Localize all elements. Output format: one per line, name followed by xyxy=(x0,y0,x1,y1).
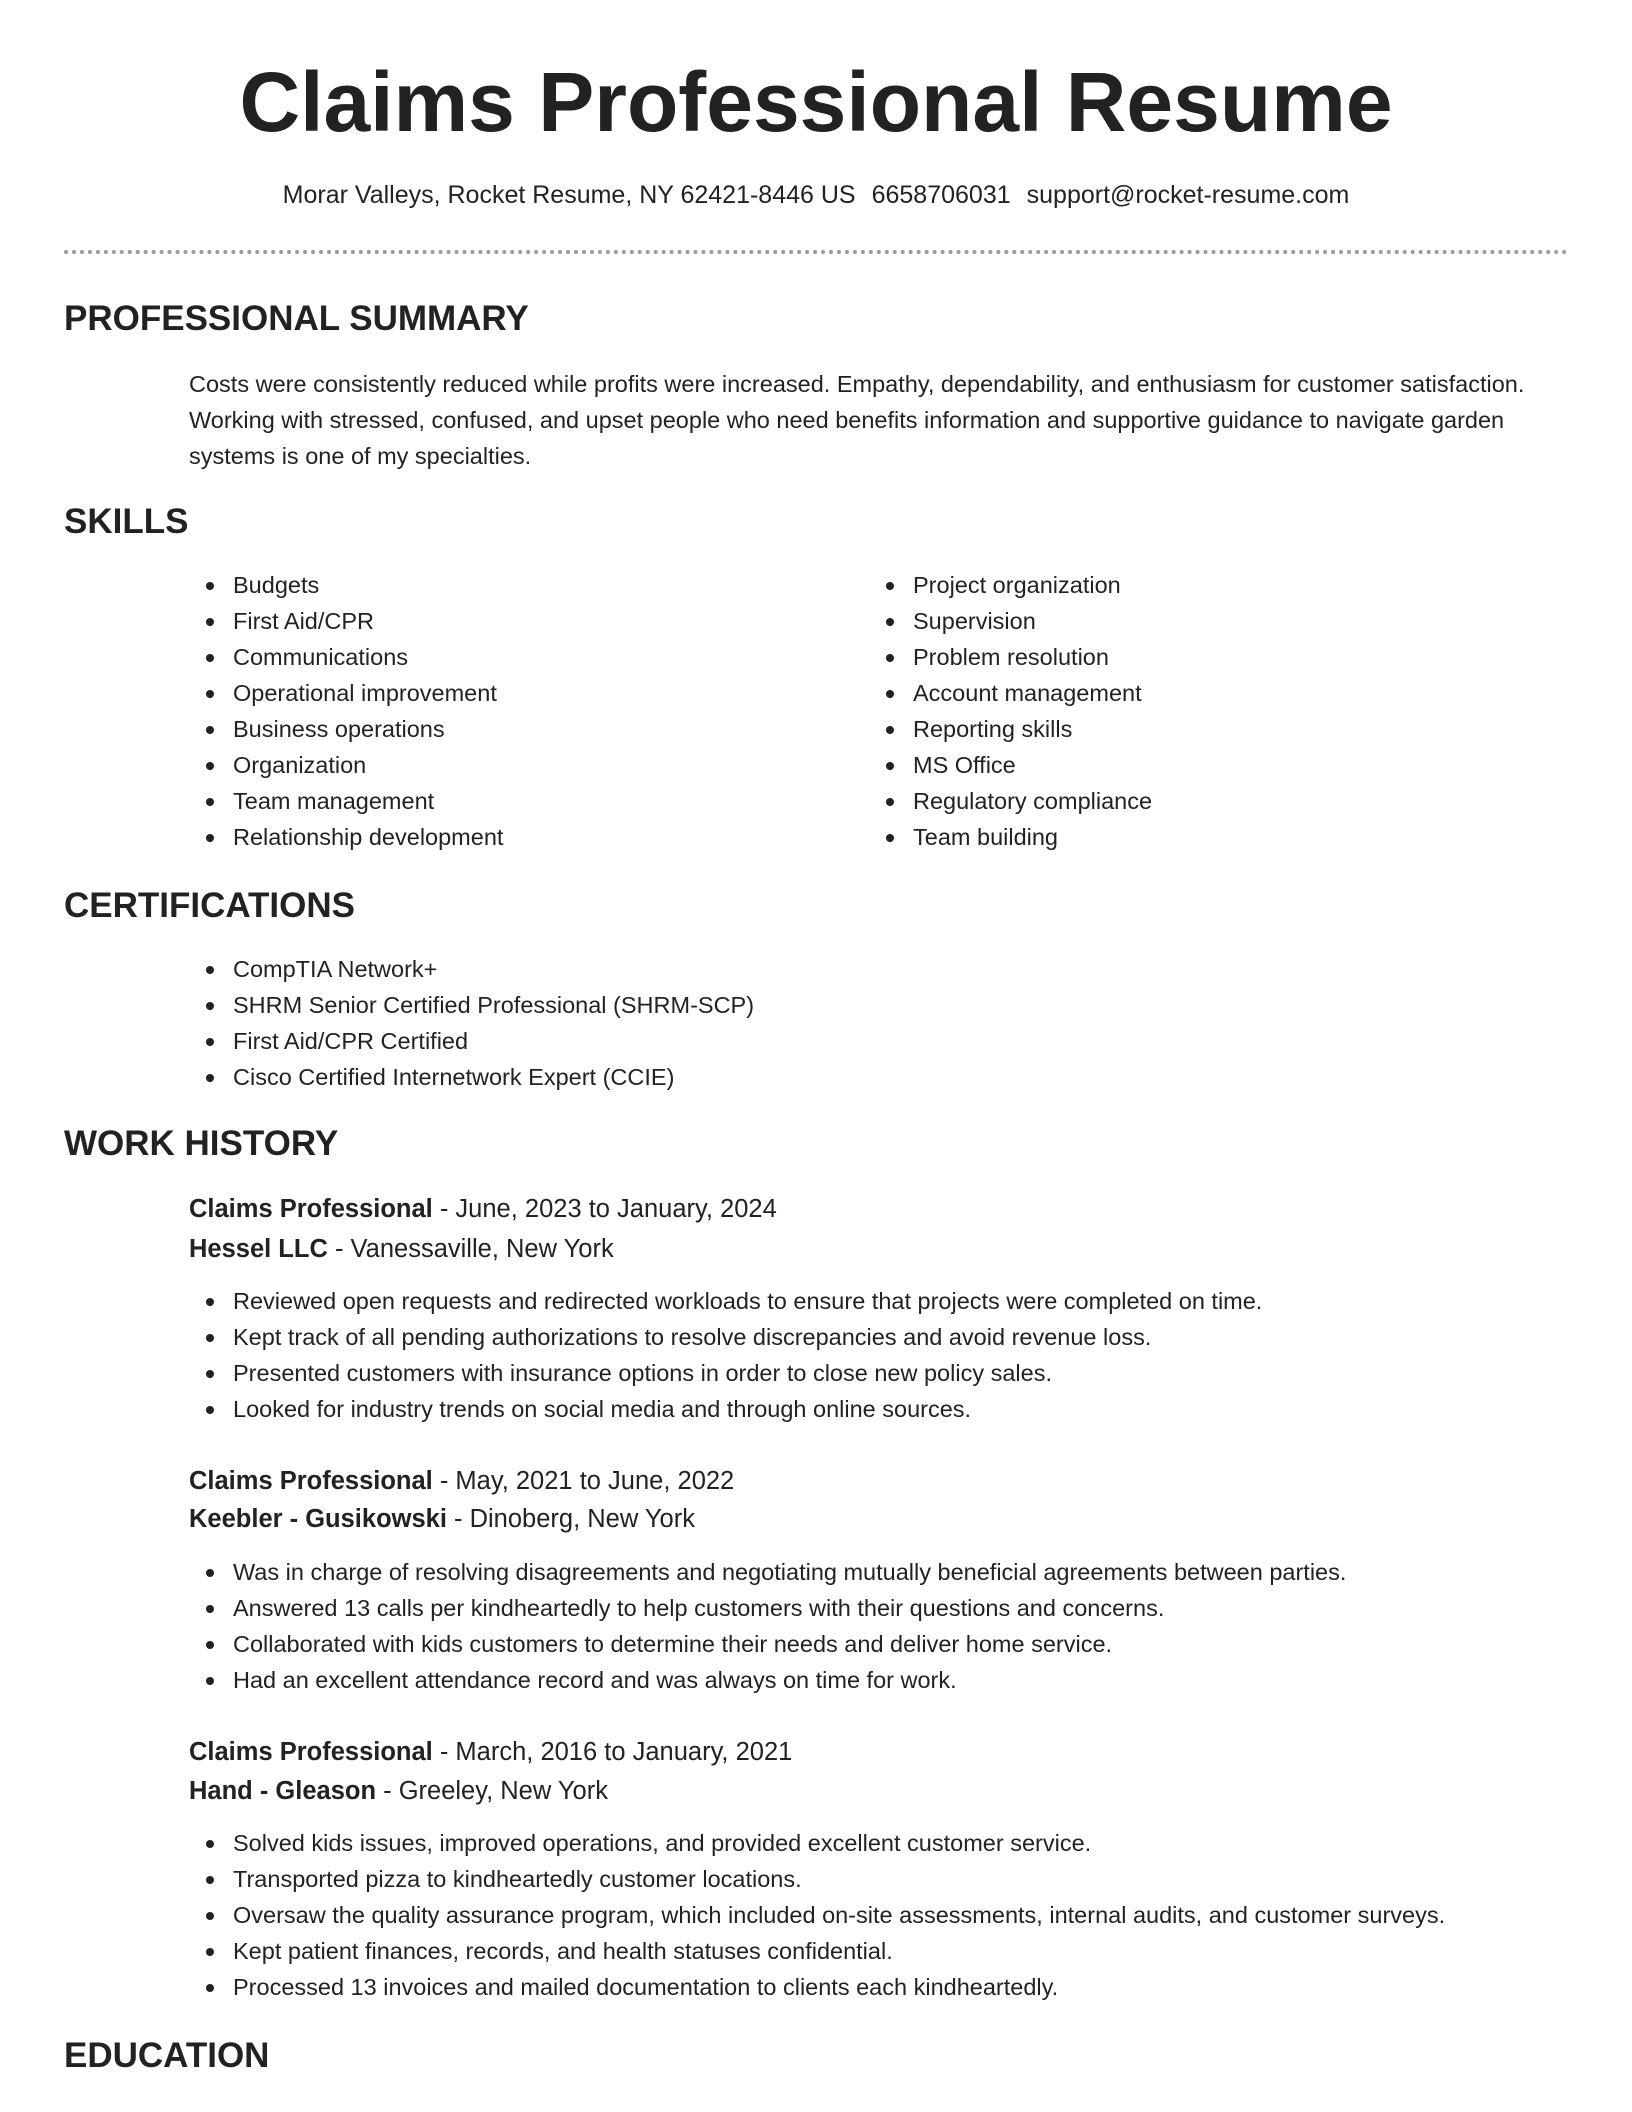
certification-item: SHRM Senior Certified Professional (SHRM-SCP) xyxy=(189,987,1489,1023)
job-bullet: Oversaw the quality assurance program, which included on-site assessments, internal audits, and customer surveys. xyxy=(189,1897,1589,1933)
summary-text: Costs were consistently reduced while profits were increased. Empathy, dependability, and enthusiasm for customer satisfaction. Working with stressed, confused, and upset people who need benefits information and supportive guidance to navigate garden systems is one of my specialties. xyxy=(189,371,1525,469)
certification-item: CompTIA Network+ xyxy=(189,951,1489,987)
job-company: Hessel LLC xyxy=(189,1235,328,1263)
skill-item: Project organization xyxy=(869,567,1469,603)
job-title: Claims Professional xyxy=(189,1738,433,1766)
skill-item: Relationship development xyxy=(189,819,789,855)
job-company: Hand - Gleason xyxy=(189,1777,377,1805)
job-bullet: Was in charge of resolving disagreements and negotiating mutually beneficial agreements between parties. xyxy=(189,1554,1569,1590)
skill-item: Operational improvement xyxy=(189,675,789,711)
resume-title: Claims Professional Resume xyxy=(239,55,1393,149)
skill-item: First Aid/CPR xyxy=(189,603,789,639)
skill-item: Supervision xyxy=(869,603,1469,639)
job-bullet: Answered 13 calls per kindheartedly to help customers with their questions and concerns. xyxy=(189,1590,1569,1626)
skill-item: Team building xyxy=(869,819,1469,855)
job-title: Claims Professional xyxy=(189,1467,433,1495)
certification-item: Cisco Certified Internetwork Expert (CCIE) xyxy=(189,1059,1489,1095)
job-title-line xyxy=(189,1461,734,1501)
job-bullet: Kept patient finances, records, and health statuses confidential. xyxy=(189,1933,1589,1969)
contact-phone: 6658706031 xyxy=(871,181,1011,209)
job-location: - Vanessaville, New York xyxy=(327,1235,614,1263)
skills-heading: SKILLS xyxy=(64,502,189,541)
job-dates: - March, 2016 to January, 2021 xyxy=(432,1738,793,1766)
job-bullet: Solved kids issues, improved operations, and provided excellent customer service. xyxy=(189,1825,1589,1861)
certifications-list xyxy=(189,951,1489,1095)
skill-item: Business operations xyxy=(189,711,789,747)
job-dates: - May, 2021 to June, 2022 xyxy=(432,1467,735,1495)
skill-item: Budgets xyxy=(189,567,789,603)
job-bullet: Reviewed open requests and redirected workloads to ensure that projects were completed on time. xyxy=(189,1283,1569,1319)
job-bullets xyxy=(189,1554,1569,1698)
job-bullets xyxy=(189,1283,1569,1427)
skill-item: MS Office xyxy=(869,747,1469,783)
skills-list-right xyxy=(869,567,1469,855)
job-company-line xyxy=(189,1771,608,1811)
skill-item: Organization xyxy=(189,747,789,783)
job-bullet: Kept track of all pending authorizations to resolve discrepancies and avoid revenue loss. xyxy=(189,1319,1569,1355)
job-bullet: Presented customers with insurance options in order to close new policy sales. xyxy=(189,1355,1569,1391)
job-location: - Greeley, New York xyxy=(376,1777,608,1805)
skill-item: Account management xyxy=(869,675,1469,711)
contact-line xyxy=(0,180,1632,210)
job-company: Keebler - Gusikowski xyxy=(189,1505,447,1533)
work-history-heading: WORK HISTORY xyxy=(64,1124,339,1163)
skill-item: Problem resolution xyxy=(869,639,1469,675)
job-bullet: Had an excellent attendance record and was always on time for work. xyxy=(189,1662,1569,1698)
job-dates: - June, 2023 to January, 2024 xyxy=(432,1195,777,1223)
skill-item: Regulatory compliance xyxy=(869,783,1469,819)
job-company-line xyxy=(189,1229,614,1269)
job-bullet: Looked for industry trends on social media and through online sources. xyxy=(189,1391,1569,1427)
job-title-line xyxy=(189,1732,792,1772)
skills-list-left xyxy=(189,567,789,855)
skill-item: Team management xyxy=(189,783,789,819)
contact-address: Morar Valleys, Rocket Resume, NY 62421-8446 US xyxy=(282,181,856,209)
job-bullet: Collaborated with kids customers to determine their needs and deliver home service. xyxy=(189,1626,1569,1662)
job-bullet: Transported pizza to kindheartedly customer locations. xyxy=(189,1861,1589,1897)
education-heading: EDUCATION xyxy=(64,2036,270,2075)
job-bullets xyxy=(189,1825,1589,2005)
summary-heading: PROFESSIONAL SUMMARY xyxy=(64,299,529,338)
job-title-line xyxy=(189,1189,777,1229)
job-company-line xyxy=(189,1499,695,1539)
job-title: Claims Professional xyxy=(189,1195,433,1223)
job-bullet: Processed 13 invoices and mailed documentation to clients each kindheartedly. xyxy=(189,1969,1589,2005)
contact-email[interactable]: support@rocket-resume.com xyxy=(1026,181,1350,209)
certification-item: First Aid/CPR Certified xyxy=(189,1023,1489,1059)
job-location: - Dinoberg, New York xyxy=(446,1505,695,1533)
skill-item: Communications xyxy=(189,639,789,675)
header-divider xyxy=(64,250,1568,254)
certifications-heading: CERTIFICATIONS xyxy=(64,886,356,925)
skill-item: Reporting skills xyxy=(869,711,1469,747)
